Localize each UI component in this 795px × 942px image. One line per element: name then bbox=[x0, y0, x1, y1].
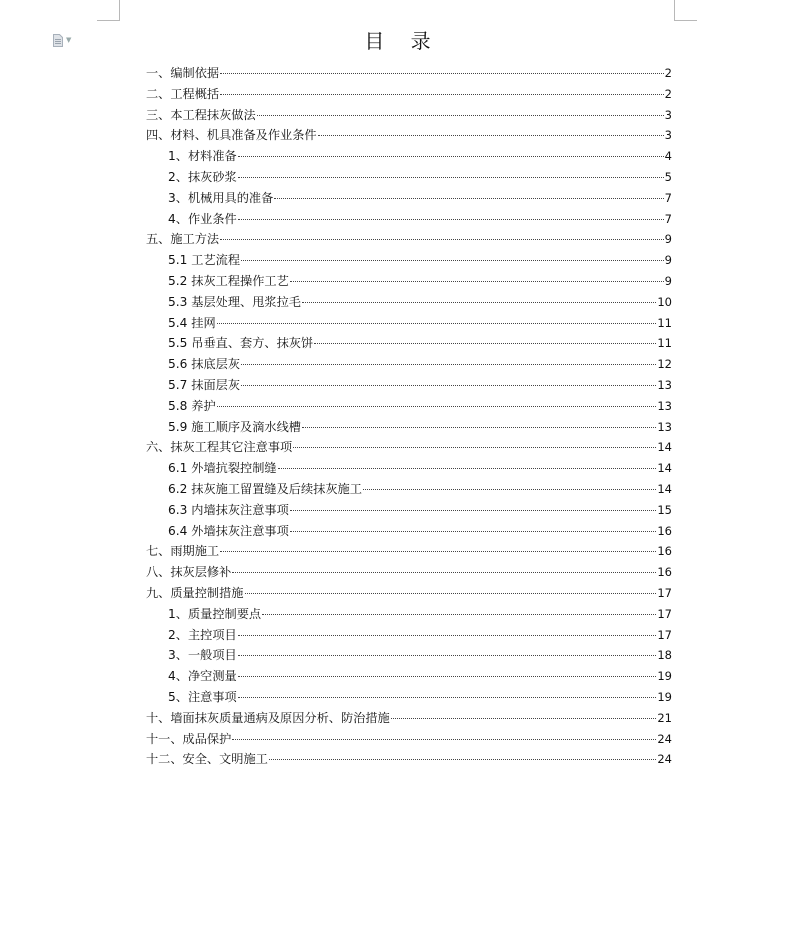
toc-entry-label: 五、施工方法 bbox=[146, 232, 220, 247]
toc-dot-leader bbox=[262, 613, 656, 615]
toc-entry-label: 5.1 工艺流程 bbox=[168, 253, 241, 268]
toc-entry[interactable] bbox=[146, 146, 672, 167]
toc-dot-leader bbox=[238, 696, 657, 698]
toc-entry-label: 九、质量控制措施 bbox=[146, 585, 244, 600]
toc-entry-label: 二、工程概括 bbox=[146, 86, 220, 101]
toc-entry[interactable] bbox=[146, 521, 672, 542]
toc-entry[interactable] bbox=[146, 229, 672, 250]
chevron-down-icon[interactable]: ▼ bbox=[66, 35, 72, 44]
toc-entry[interactable] bbox=[146, 167, 672, 188]
toc-entry-label: 1、质量控制要点 bbox=[168, 606, 262, 621]
toc-dot-leader bbox=[232, 738, 656, 740]
toc-entry-label: 5.9 施工顺序及滴水线槽 bbox=[168, 419, 301, 434]
toc-entry-page-number: 15 bbox=[657, 502, 672, 517]
toc-entry-label: 三、本工程抹灰做法 bbox=[146, 107, 256, 122]
toc-entry-page-number: 13 bbox=[657, 419, 672, 434]
toc-dot-leader bbox=[391, 717, 657, 719]
toc-entry[interactable] bbox=[146, 500, 672, 521]
toc-entry-page-number: 5 bbox=[664, 169, 672, 184]
toc-entry[interactable] bbox=[146, 188, 672, 209]
toc-dot-leader bbox=[274, 197, 663, 199]
toc-dot-leader bbox=[241, 384, 656, 386]
toc-dot-leader bbox=[314, 342, 656, 344]
toc-entry[interactable] bbox=[146, 604, 672, 625]
toc-dot-leader bbox=[217, 405, 657, 407]
toc-dot-leader bbox=[363, 488, 656, 490]
toc-entry-page-number: 19 bbox=[657, 669, 672, 684]
toc-entry-page-number: 2 bbox=[664, 66, 672, 80]
toc-entry-page-number: 17 bbox=[657, 606, 672, 621]
toc-entry[interactable] bbox=[146, 708, 672, 729]
toc-entry[interactable] bbox=[146, 562, 672, 583]
toc-dot-leader bbox=[302, 301, 656, 303]
toc-entry-page-number: 9 bbox=[664, 253, 672, 268]
toc-dot-leader bbox=[220, 93, 664, 95]
toc-entry-page-number: 14 bbox=[657, 440, 672, 455]
toc-dot-leader bbox=[220, 238, 664, 240]
toc-entry-page-number: 14 bbox=[657, 461, 672, 476]
toc-entry-page-number: 14 bbox=[657, 481, 672, 496]
toc-entry-label: 4、净空测量 bbox=[168, 669, 237, 684]
toc-entry-page-number: 7 bbox=[664, 190, 672, 205]
toc-entry-page-number: 19 bbox=[657, 689, 672, 704]
toc-dot-leader bbox=[290, 509, 657, 511]
toc-entry-page-number: 9 bbox=[664, 273, 672, 288]
toc-entry-label: 5.4 挂网 bbox=[168, 315, 216, 330]
toc-entry-label: 六、抹灰工程其它注意事项 bbox=[146, 440, 293, 455]
toc-entry-label: 5.3 基层处理、甩浆拉毛 bbox=[168, 294, 301, 309]
toc-entry-label: 十一、成品保护 bbox=[146, 731, 232, 746]
toc-dot-leader bbox=[238, 218, 664, 220]
toc-entry-label: 2、抹灰砂浆 bbox=[168, 169, 237, 184]
toc-entry-page-number: 13 bbox=[657, 398, 672, 413]
toc-dot-leader bbox=[241, 259, 664, 261]
toc-entry-page-number: 9 bbox=[664, 232, 672, 247]
toc-dot-leader bbox=[238, 675, 657, 677]
table-of-contents bbox=[146, 63, 672, 770]
toc-entry[interactable] bbox=[146, 417, 672, 438]
toc-dot-leader bbox=[302, 426, 656, 428]
toc-entry-page-number: 17 bbox=[657, 627, 672, 642]
toc-dot-leader bbox=[238, 634, 657, 636]
toc-entry-label: 6.2 抹灰施工留置缝及后续抹灰施工 bbox=[168, 481, 362, 496]
toc-dot-leader bbox=[245, 592, 657, 594]
toc-entry-page-number: 4 bbox=[664, 149, 672, 164]
toc-entry-page-number: 11 bbox=[657, 315, 672, 330]
crop-mark-top-left bbox=[97, 0, 120, 21]
toc-entry-label: 4、作业条件 bbox=[168, 211, 237, 226]
toc-entry-page-number: 24 bbox=[657, 752, 672, 767]
toc-entry[interactable] bbox=[146, 354, 672, 375]
toc-entry-label: 四、材料、机具准备及作业条件 bbox=[146, 128, 317, 143]
toc-dot-leader bbox=[238, 176, 664, 178]
toc-entry-page-number: 12 bbox=[657, 357, 672, 372]
toc-entry[interactable] bbox=[146, 458, 672, 479]
toc-entry[interactable] bbox=[146, 541, 672, 562]
toc-entry-label: 5.8 养护 bbox=[168, 398, 216, 413]
toc-dot-leader bbox=[290, 530, 657, 532]
toc-entry-label: 十、墙面抹灰质量通病及原因分析、防治措施 bbox=[146, 710, 390, 725]
toc-dot-leader bbox=[318, 134, 664, 136]
toc-entry[interactable] bbox=[146, 749, 672, 770]
toc-entry-label: 6.4 外墙抹灰注意事项 bbox=[168, 523, 289, 538]
toc-entry-page-number: 16 bbox=[657, 565, 672, 580]
toc-entry-label: 七、雨期施工 bbox=[146, 544, 220, 559]
toc-entry[interactable] bbox=[146, 687, 672, 708]
toc-entry[interactable] bbox=[146, 333, 672, 354]
toc-entry-page-number: 7 bbox=[664, 211, 672, 226]
toc-dot-leader bbox=[257, 114, 664, 116]
toc-entry[interactable] bbox=[146, 271, 672, 292]
toc-entry[interactable] bbox=[146, 479, 672, 500]
toc-entry[interactable] bbox=[146, 209, 672, 230]
toc-entry-label: 5.7 抹面层灰 bbox=[168, 377, 241, 392]
toc-dot-leader bbox=[217, 322, 657, 324]
toc-dot-leader bbox=[238, 155, 664, 157]
toc-entry-label: 十二、安全、文明施工 bbox=[146, 752, 268, 767]
toc-entry-page-number: 18 bbox=[657, 648, 672, 663]
page-title: 目 录 bbox=[364, 29, 441, 53]
toc-dot-leader bbox=[290, 280, 664, 282]
toc-dot-leader bbox=[220, 72, 664, 74]
crop-mark-top-right bbox=[674, 0, 697, 21]
toc-entry[interactable] bbox=[146, 125, 672, 146]
toc-entry-label: 6.1 外墙抗裂控制缝 bbox=[168, 461, 277, 476]
toc-entry-label: 八、抹灰层修补 bbox=[146, 565, 232, 580]
toc-entry[interactable] bbox=[146, 729, 672, 750]
toc-entry-label: 3、一般项目 bbox=[168, 648, 237, 663]
toc-entry-label: 5.2 抹灰工程操作工艺 bbox=[168, 273, 289, 288]
toc-entry-page-number: 11 bbox=[657, 336, 672, 351]
toc-entry-page-number: 3 bbox=[664, 107, 672, 122]
toc-entry[interactable] bbox=[146, 645, 672, 666]
toc-dot-leader bbox=[241, 363, 656, 365]
toc-entry-page-number: 17 bbox=[657, 585, 672, 600]
toc-entry-page-number: 3 bbox=[664, 128, 672, 143]
toc-entry-page-number: 2 bbox=[664, 86, 672, 101]
toc-entry[interactable] bbox=[146, 84, 672, 105]
toc-dot-leader bbox=[278, 467, 657, 469]
toc-entry[interactable] bbox=[146, 63, 672, 84]
toc-entry[interactable] bbox=[146, 105, 672, 126]
toc-entry-page-number: 21 bbox=[657, 710, 672, 725]
toc-entry-page-number: 24 bbox=[657, 731, 672, 746]
toc-entry-label: 5.5 吊垂直、套方、抹灰饼 bbox=[168, 336, 314, 351]
toc-entry-label: 5、注意事项 bbox=[168, 689, 237, 704]
toc-entry[interactable] bbox=[146, 313, 672, 334]
toc-entry-label: 2、主控项目 bbox=[168, 627, 237, 642]
toc-entry-page-number: 16 bbox=[657, 523, 672, 538]
toc-entry[interactable] bbox=[146, 625, 672, 646]
toc-entry[interactable] bbox=[146, 437, 672, 458]
toc-dot-leader bbox=[220, 550, 656, 552]
toc-entry[interactable] bbox=[146, 666, 672, 687]
toc-entry-page-number: 13 bbox=[657, 377, 672, 392]
toc-entry-label: 3、机械用具的准备 bbox=[168, 190, 274, 205]
toc-entry-page-number: 10 bbox=[657, 294, 672, 309]
toc-entry-label: 5.6 抹底层灰 bbox=[168, 357, 241, 372]
toc-dot-leader bbox=[232, 571, 656, 573]
toc-entry[interactable] bbox=[146, 250, 672, 271]
toc-dot-leader bbox=[269, 758, 656, 760]
toc-entry[interactable] bbox=[146, 396, 672, 417]
toc-entry-label: 6.3 内墙抹灰注意事项 bbox=[168, 502, 289, 517]
toc-entry-page-number: 16 bbox=[657, 544, 672, 559]
toc-entry[interactable] bbox=[146, 375, 672, 396]
toc-entry-label: 1、材料准备 bbox=[168, 149, 237, 164]
toc-dot-leader bbox=[293, 446, 656, 448]
toc-entry[interactable] bbox=[146, 292, 672, 313]
toc-entry[interactable] bbox=[146, 583, 672, 604]
toc-entry-label: 一、编制依据 bbox=[146, 66, 220, 80]
toc-dot-leader bbox=[238, 654, 657, 656]
